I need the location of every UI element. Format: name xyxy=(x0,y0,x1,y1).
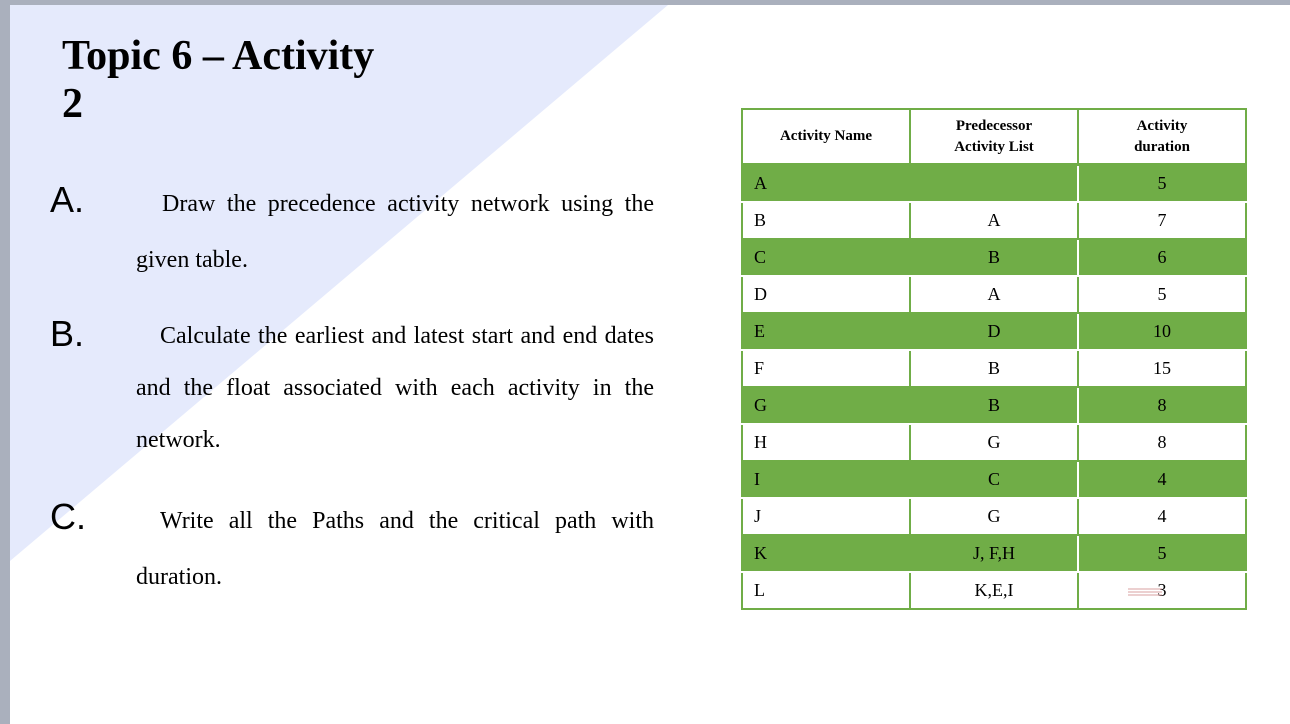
table-row xyxy=(742,424,1246,461)
table-row xyxy=(742,202,1246,239)
cell-duration: 15 xyxy=(1078,350,1246,387)
cell-activity: A xyxy=(742,165,910,203)
table-row xyxy=(742,535,1246,572)
header-duration-text: Activity duration xyxy=(1134,117,1190,155)
slide-title-line2: 2 xyxy=(62,81,83,127)
task-a-text: Draw the precedence activity network using the given table. xyxy=(136,191,654,273)
table-row xyxy=(742,461,1246,498)
cell-activity: D xyxy=(742,276,910,313)
cell-predecessor: D xyxy=(910,313,1078,350)
cell-activity: G xyxy=(742,387,910,424)
activity-table xyxy=(741,108,1247,610)
cell-duration: 5 xyxy=(1078,535,1246,572)
cell-activity: I xyxy=(742,461,910,498)
task-c-text: Write all the Paths and the critical path with duration. xyxy=(136,508,654,590)
cell-predecessor: C xyxy=(910,461,1078,498)
table-row xyxy=(742,387,1246,424)
cell-duration: 10 xyxy=(1078,313,1246,350)
cell-duration: 4 xyxy=(1078,498,1246,535)
cell-predecessor: B xyxy=(910,239,1078,276)
task-b-letter: B. xyxy=(50,313,85,354)
cell-duration: 8 xyxy=(1078,387,1246,424)
cell-predecessor: G xyxy=(910,424,1078,461)
slide-title-line1: Topic 6 – Activity xyxy=(62,33,375,79)
left-frame-bar xyxy=(0,0,10,724)
header-predecessor xyxy=(910,109,1078,165)
cell-duration: 4 xyxy=(1078,461,1246,498)
cell-predecessor: K,E,I xyxy=(910,572,1078,609)
cell-predecessor: B xyxy=(910,350,1078,387)
header-activity-name: Activity Name xyxy=(742,109,910,165)
cell-duration: 5 xyxy=(1078,276,1246,313)
task-c-letter: C. xyxy=(50,496,86,537)
table-row xyxy=(742,276,1246,313)
cell-activity: C xyxy=(742,239,910,276)
cell-activity: F xyxy=(742,350,910,387)
table-row xyxy=(742,165,1246,203)
cell-activity: E xyxy=(742,313,910,350)
cell-predecessor: A xyxy=(910,276,1078,313)
cell-duration: 5 xyxy=(1078,165,1246,203)
table-row xyxy=(742,313,1246,350)
cell-activity: H xyxy=(742,424,910,461)
cell-duration: 6 xyxy=(1078,239,1246,276)
cell-activity: K xyxy=(742,535,910,572)
cell-activity: J xyxy=(742,498,910,535)
table-row xyxy=(742,572,1246,609)
cell-predecessor xyxy=(910,165,1078,203)
task-b-text: Calculate the earliest and latest start and end dates and the float associated with each activity in the network. xyxy=(136,323,654,453)
header-predecessor-text: Predecessor Activity List xyxy=(954,117,1034,155)
cell-predecessor: B xyxy=(910,387,1078,424)
decorative-lines xyxy=(1128,588,1164,598)
table-row xyxy=(742,498,1246,535)
cell-duration: 8 xyxy=(1078,424,1246,461)
cell-predecessor: J, F,H xyxy=(910,535,1078,572)
cell-activity: L xyxy=(742,572,910,609)
slide-title xyxy=(62,32,374,128)
cell-predecessor: G xyxy=(910,498,1078,535)
table-row xyxy=(742,350,1246,387)
cell-activity: B xyxy=(742,202,910,239)
cell-duration: 7 xyxy=(1078,202,1246,239)
task-a-letter: A. xyxy=(50,179,85,220)
cell-duration: 3 xyxy=(1078,572,1246,609)
header-duration xyxy=(1078,109,1246,165)
table-row xyxy=(742,239,1246,276)
cell-predecessor: A xyxy=(910,202,1078,239)
table-header-row xyxy=(742,109,1246,165)
